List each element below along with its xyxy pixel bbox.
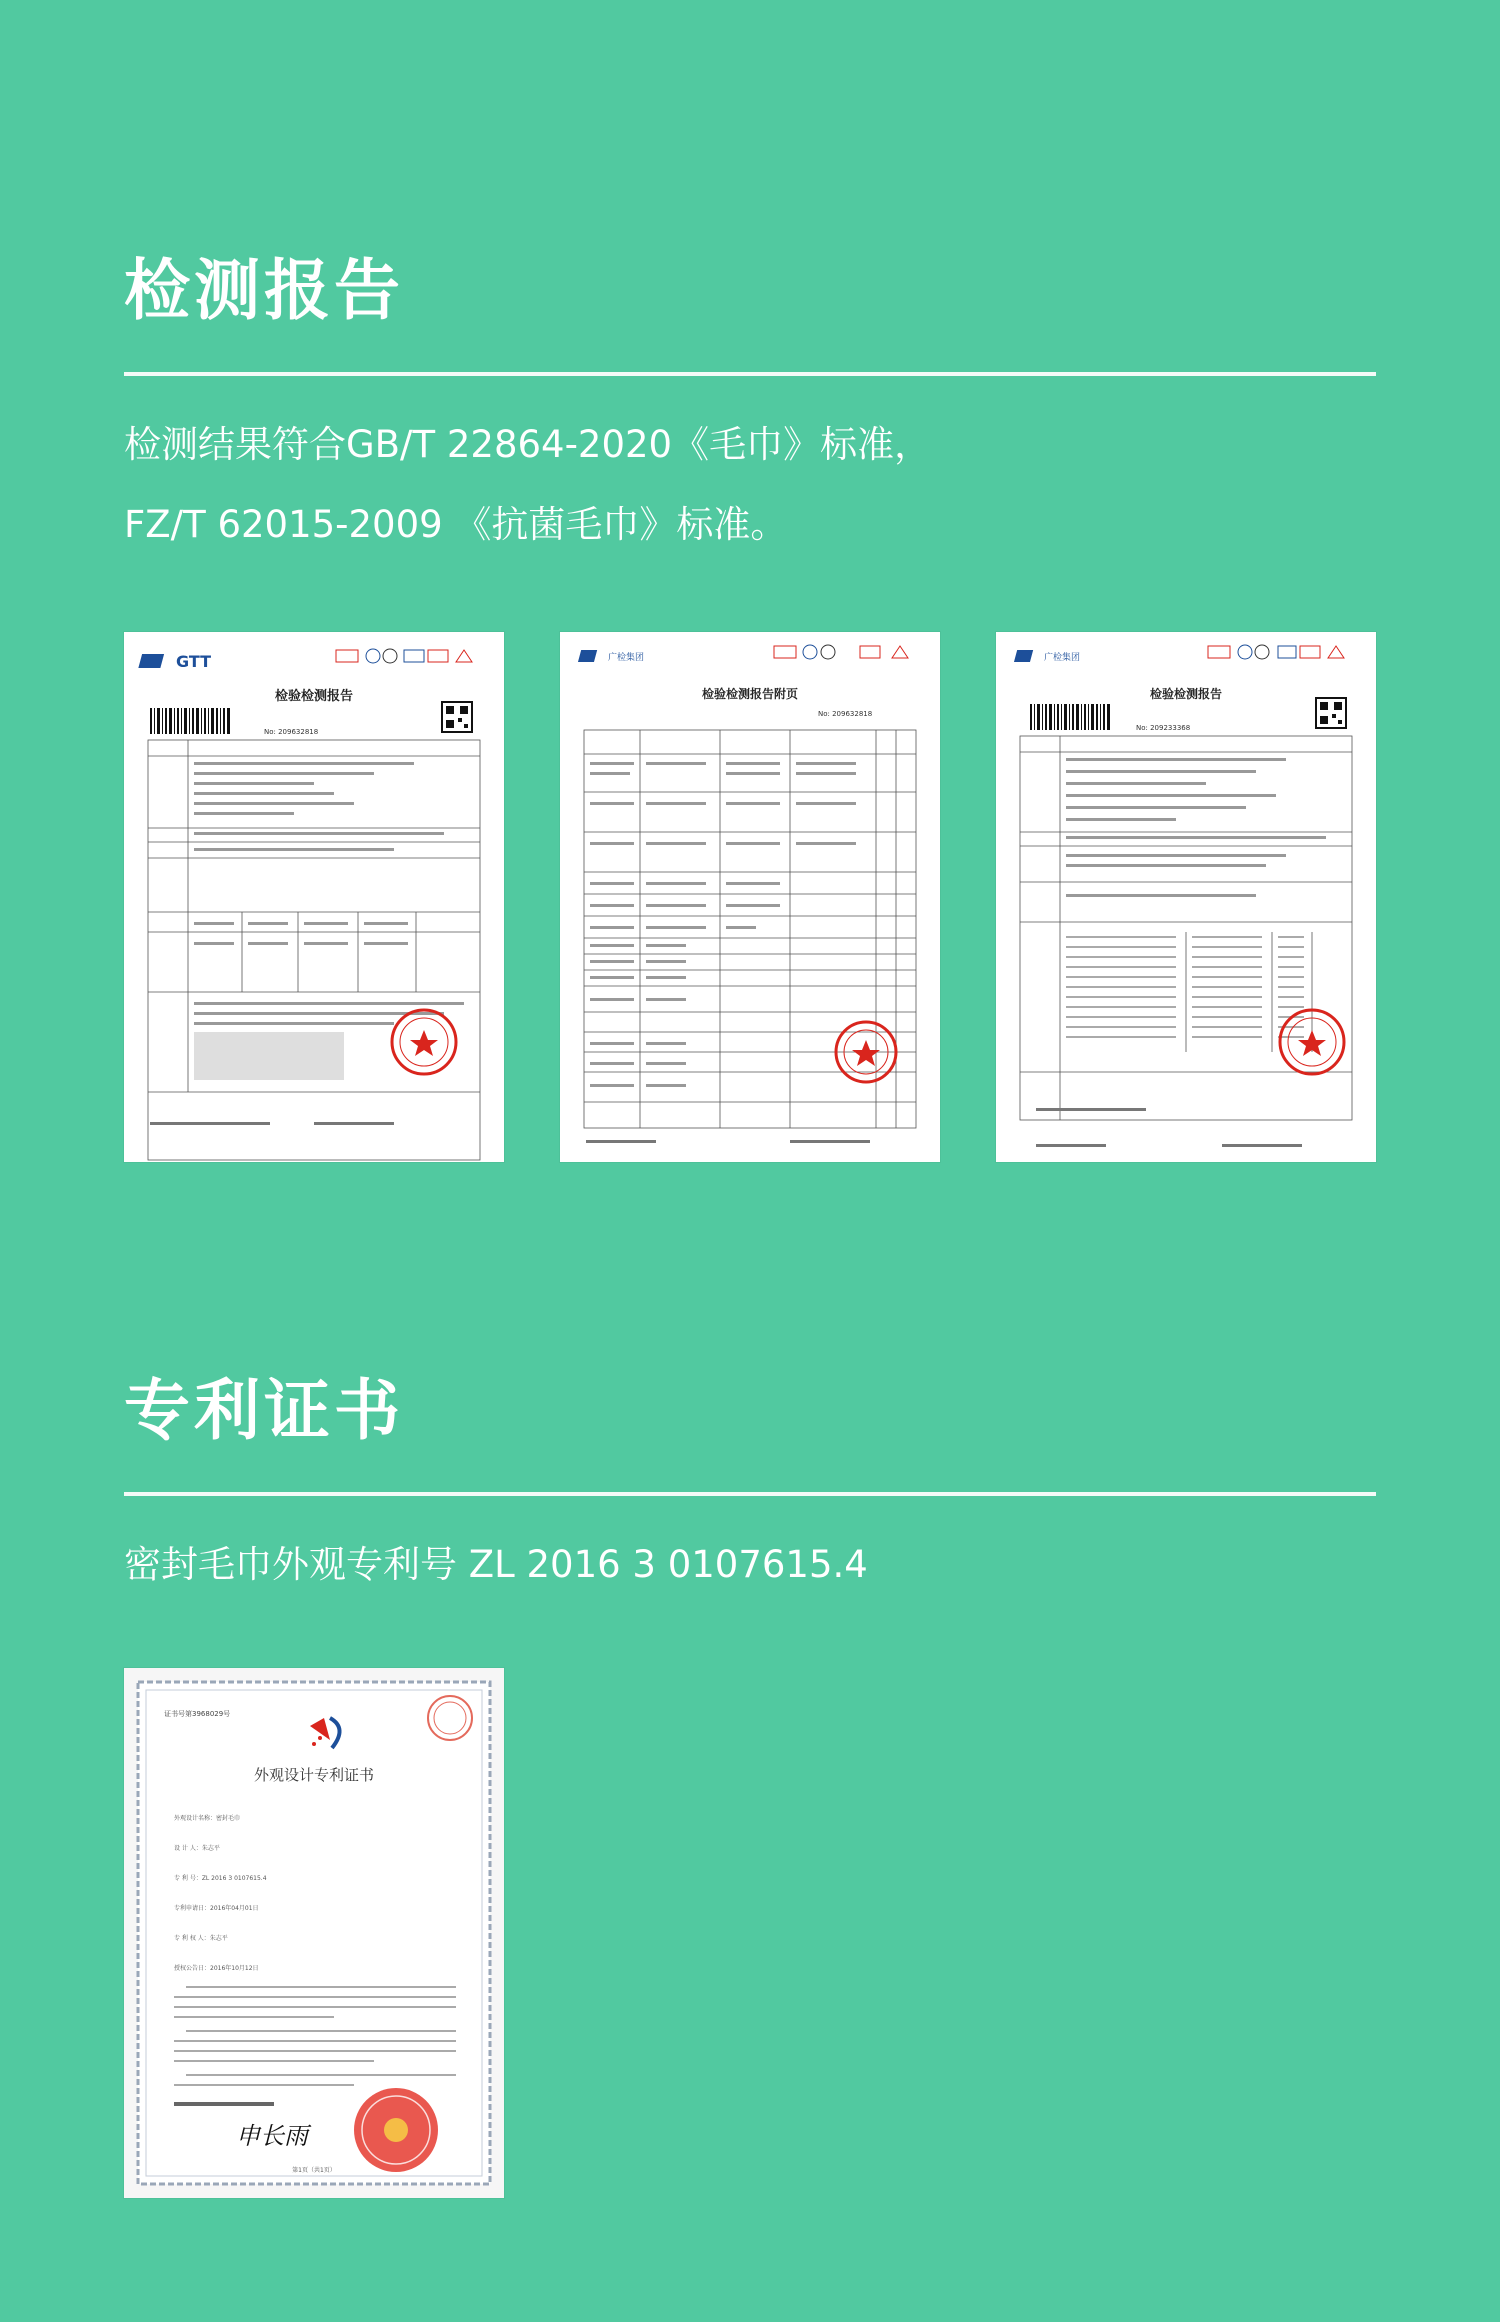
card-2-number: No: 209632818 bbox=[818, 710, 873, 718]
cert-heading: 外观设计专利证书 bbox=[253, 1766, 375, 1784]
cert-patent-no: 专 利 号：ZL 2016 3 0107615.4 bbox=[174, 1875, 267, 1882]
test-report-card-2[interactable] bbox=[560, 632, 940, 1162]
patent-description bbox=[124, 1525, 868, 1605]
accreditation-marks-icon bbox=[774, 645, 908, 659]
card-1-number: No: 209632818 bbox=[264, 728, 319, 736]
test-report-card-3[interactable] bbox=[996, 632, 1376, 1162]
patent-divider bbox=[124, 1492, 1376, 1496]
test-report-desc-line-1: 检测结果符合GB/T 22864-2020《毛巾》标准， bbox=[124, 423, 932, 466]
report-document-image bbox=[996, 632, 1376, 1162]
barcode-icon bbox=[1030, 704, 1110, 730]
cert-patentee: 专 利 权 人：朱志平 bbox=[174, 1935, 228, 1942]
card-3-number: No: 209233368 bbox=[1136, 724, 1191, 732]
patent-title: 专利证书 bbox=[124, 1372, 404, 1449]
card-2-heading: 检验检测报告附页 bbox=[701, 687, 799, 701]
cert-signature: 申长雨 bbox=[236, 2122, 308, 2150]
gtt-logo-icon bbox=[1014, 650, 1080, 663]
test-report-description bbox=[124, 405, 931, 565]
card-2-logo: 广检集团 bbox=[608, 653, 645, 663]
cert-design-name: 外观设计名称：密封毛巾 bbox=[174, 1815, 241, 1822]
gtt-logo-icon bbox=[578, 650, 644, 663]
test-report-divider bbox=[124, 372, 1376, 376]
patent-number-text: 密封毛巾外观专利号 ZL 2016 3 0107615.4 bbox=[124, 1543, 868, 1586]
patent-certificate-image bbox=[124, 1668, 504, 2198]
test-report-desc-line-2: FZ/T 62015-2009 《抗菌毛巾》标准。 bbox=[124, 503, 788, 546]
barcode-icon bbox=[150, 708, 230, 734]
red-seal-icon bbox=[392, 1010, 456, 1074]
patent-certificate-card[interactable] bbox=[124, 1668, 504, 2198]
cert-filing-date: 专利申请日：2016年04月01日 bbox=[174, 1905, 259, 1912]
card-1-logo: GTT bbox=[176, 652, 212, 671]
qr-code-icon bbox=[1316, 698, 1346, 728]
cert-footer: 第1页（共1页） bbox=[292, 2167, 336, 2174]
accreditation-marks-icon bbox=[336, 649, 472, 663]
accreditation-marks-icon bbox=[1208, 645, 1344, 659]
card-3-logo: 广检集团 bbox=[1044, 653, 1081, 663]
national-seal-icon bbox=[354, 2088, 438, 2172]
report-document-image bbox=[124, 632, 504, 1162]
redacted-area bbox=[194, 1032, 344, 1080]
cert-number: 证书号第3968029号 bbox=[164, 1710, 231, 1718]
cert-announce-date: 授权公告日：2016年10月12日 bbox=[174, 1965, 259, 1972]
card-1-heading: 检验检测报告 bbox=[274, 689, 354, 704]
report-appendix-image bbox=[560, 632, 940, 1162]
test-report-title: 检测报告 bbox=[124, 252, 404, 329]
cert-designer: 设 计 人：朱志平 bbox=[174, 1845, 220, 1852]
test-report-card-1[interactable] bbox=[124, 632, 504, 1162]
qr-code-icon bbox=[442, 702, 472, 732]
card-3-heading: 检验检测报告 bbox=[1149, 687, 1223, 701]
gtt-logo-icon bbox=[138, 652, 211, 671]
